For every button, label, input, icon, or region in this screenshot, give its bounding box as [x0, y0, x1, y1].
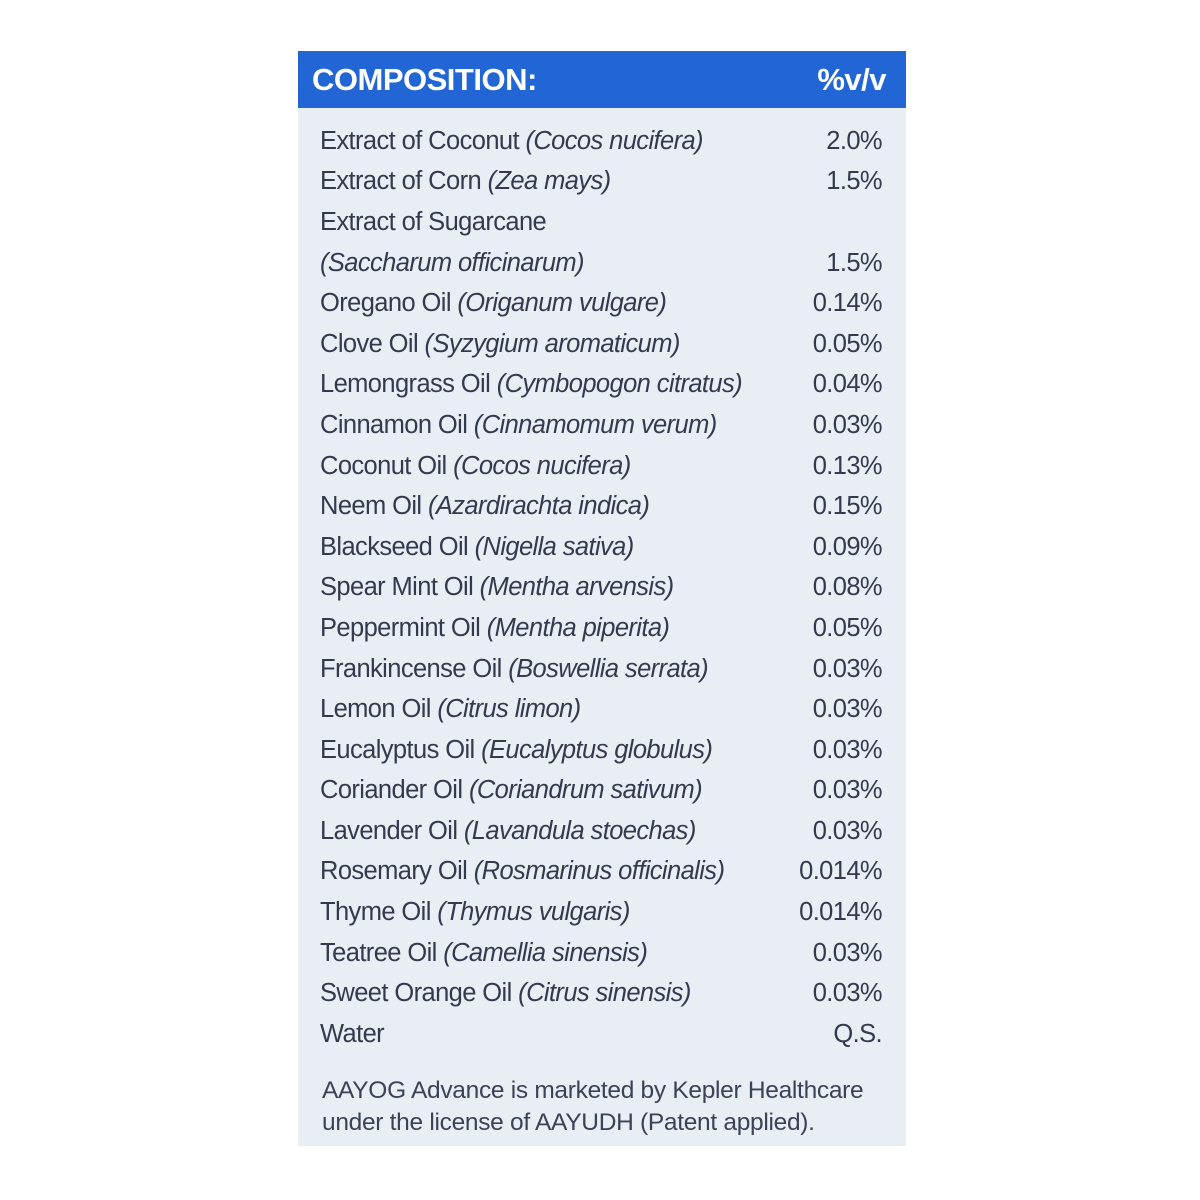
- ingredient-percent: 1.5%: [826, 167, 882, 196]
- ingredient-name: Spear Mint Oil: [320, 573, 474, 602]
- ingredient-name: Extract of Coconut: [320, 126, 519, 155]
- ingredient-name: Peppermint Oil: [320, 613, 481, 642]
- ingredient-row: [320, 365, 886, 406]
- ingredient-name: Cinnamon Oil: [320, 410, 468, 439]
- ingredient-percent: 0.04%: [812, 370, 882, 399]
- ingredient-percent: 0.014%: [799, 898, 882, 927]
- ingredient-row: [320, 202, 886, 243]
- ingredient-percent: 0.014%: [799, 857, 882, 886]
- ingredient-name-group: [320, 939, 647, 968]
- ingredient-percent: 0.05%: [812, 613, 882, 642]
- ingredient-percent: 0.09%: [812, 532, 882, 561]
- ingredient-scientific-name: (Coriandrum sativum): [468, 776, 703, 805]
- ingredient-row: [320, 649, 886, 690]
- ingredient-name-group: [320, 208, 546, 237]
- ingredient-name: Lemongrass Oil: [320, 370, 491, 399]
- ingredient-name-group: [320, 330, 680, 359]
- ingredient-scientific-name: (Zea mays): [487, 167, 611, 196]
- ingredient-name: Lavender Oil: [320, 816, 458, 845]
- ingredient-name: Thyme Oil: [320, 898, 431, 927]
- ingredient-scientific-name: (Mentha arvensis): [479, 573, 674, 602]
- ingredient-percent: 0.03%: [812, 938, 882, 967]
- ingredient-row: [320, 730, 886, 771]
- ingredient-name: Clove Oil: [320, 329, 419, 358]
- ingredient-percent: 1.5%: [826, 248, 882, 277]
- composition-panel: [298, 51, 906, 1146]
- ingredient-row: [320, 243, 886, 284]
- ingredient-name-group: [320, 857, 724, 886]
- ingredient-scientific-name: (Saccharum officinarum): [320, 248, 584, 277]
- ingredient-name: Extract of Sugarcane: [320, 207, 547, 236]
- ingredient-name-group: [320, 736, 712, 765]
- ingredient-scientific-name: (Citrus limon): [437, 695, 581, 724]
- ingredient-name-group: [320, 614, 669, 643]
- ingredient-name-group: [320, 573, 674, 602]
- ingredient-name: Coriander Oil: [320, 776, 463, 805]
- ingredient-name: Teatree Oil: [320, 938, 437, 967]
- ingredient-row: [320, 324, 886, 365]
- ingredient-percent: 0.03%: [812, 410, 882, 439]
- ingredient-scientific-name: (Cocos nucifera): [525, 126, 703, 155]
- ingredient-row: [320, 852, 886, 893]
- ingredient-name: Oregano Oil: [320, 289, 451, 318]
- ingredient-scientific-name: (Cocos nucifera): [453, 451, 631, 480]
- ingredient-row: [320, 486, 886, 527]
- ingredient-scientific-name: (Citrus sinensis): [518, 979, 691, 1008]
- ingredient-row: [320, 405, 886, 446]
- ingredient-name-group: [320, 1020, 384, 1049]
- ingredient-scientific-name: (Origanum vulgare): [457, 289, 667, 318]
- ingredient-percent: 0.15%: [812, 492, 882, 521]
- ingredient-name-group: [320, 776, 702, 805]
- ingredient-scientific-name: (Nigella sativa): [474, 532, 634, 561]
- ingredient-percent: 0.13%: [812, 451, 882, 480]
- ingredient-row: [320, 568, 886, 609]
- ingredient-row: [320, 892, 886, 933]
- ingredient-name: Eucalyptus Oil: [320, 735, 475, 764]
- ingredient-percent: 0.08%: [812, 573, 882, 602]
- ingredient-scientific-name: (Syzygium aromaticum): [424, 329, 680, 358]
- ingredient-scientific-name: (Rosmarinus officinalis): [473, 857, 725, 886]
- marketing-note-line-2: under the license of AAYUDH (Patent applied).: [322, 1109, 815, 1136]
- ingredient-percent: 0.05%: [812, 329, 882, 358]
- ingredient-scientific-name: (Azardirachta indica): [427, 492, 650, 521]
- ingredient-row: [320, 933, 886, 974]
- ingredient-row: [320, 771, 886, 812]
- ingredient-name-group: [320, 695, 581, 724]
- ingredient-row: [320, 446, 886, 487]
- ingredient-percent: 0.03%: [812, 979, 882, 1008]
- ingredient-scientific-name: (Camellia sinensis): [443, 938, 648, 967]
- ingredient-name-group: [320, 127, 703, 156]
- composition-title: COMPOSITION:: [312, 61, 537, 97]
- ingredient-name-group: [320, 370, 742, 399]
- ingredient-list: [320, 121, 886, 1055]
- ingredient-row: [320, 283, 886, 324]
- ingredient-name-group: [320, 492, 649, 521]
- ingredient-name: Lemon Oil: [320, 695, 431, 724]
- marketing-note-line-1: AAYOG Advance is marketed by Kepler Healthcare: [322, 1077, 864, 1104]
- ingredient-row: [320, 121, 886, 162]
- ingredient-scientific-name: (Cinnamomum verum): [473, 410, 717, 439]
- ingredient-scientific-name: (Boswellia serrata): [508, 654, 708, 683]
- ingredient-percent: 0.03%: [812, 776, 882, 805]
- ingredient-name-group: [320, 452, 631, 481]
- ingredient-name-group: [320, 167, 611, 196]
- ingredient-percent: 0.03%: [812, 735, 882, 764]
- ingredient-scientific-name: (Thymus vulgaris): [437, 898, 630, 927]
- ingredient-scientific-name: (Mentha piperita): [486, 613, 670, 642]
- ingredient-name: Coconut Oil: [320, 451, 447, 480]
- ingredient-row: [320, 608, 886, 649]
- ingredient-name-group: [320, 533, 634, 562]
- ingredient-name-group: [320, 289, 666, 318]
- ingredient-scientific-name: (Cymbopogon citratus): [496, 370, 743, 399]
- ingredient-row: [320, 973, 886, 1014]
- ingredient-name: Water: [320, 1019, 385, 1048]
- ingredient-name-group: [320, 249, 584, 278]
- ingredient-row: [320, 527, 886, 568]
- ingredient-percent: Q.S.: [833, 1019, 882, 1048]
- ingredient-percent: 2.0%: [826, 126, 882, 155]
- ingredient-scientific-name: (Eucalyptus globulus): [481, 735, 713, 764]
- ingredient-percent: 0.03%: [812, 695, 882, 724]
- ingredient-percent: 0.03%: [812, 654, 882, 683]
- marketing-note: [322, 1075, 892, 1139]
- ingredient-percent: 0.03%: [812, 816, 882, 845]
- ingredient-name-group: [320, 411, 717, 440]
- ingredient-name: Extract of Corn: [320, 167, 482, 196]
- ingredient-scientific-name: (Lavandula stoechas): [463, 816, 696, 845]
- ingredient-name: Sweet Orange Oil: [320, 979, 512, 1008]
- ingredient-name: Rosemary Oil: [320, 857, 468, 886]
- ingredient-row: [320, 811, 886, 852]
- ingredient-row: [320, 1014, 886, 1055]
- unit-label: %v/v: [817, 61, 886, 97]
- composition-header: [298, 51, 906, 108]
- ingredient-name: Neem Oil: [320, 492, 422, 521]
- ingredient-name: Blackseed Oil: [320, 532, 469, 561]
- ingredient-percent: 0.14%: [812, 289, 882, 318]
- ingredient-name: Frankincense Oil: [320, 654, 502, 683]
- ingredient-name-group: [320, 898, 630, 927]
- ingredient-name-group: [320, 655, 708, 684]
- ingredient-row: [320, 689, 886, 730]
- ingredient-name-group: [320, 979, 691, 1008]
- ingredient-name-group: [320, 817, 696, 846]
- ingredient-row: [320, 162, 886, 203]
